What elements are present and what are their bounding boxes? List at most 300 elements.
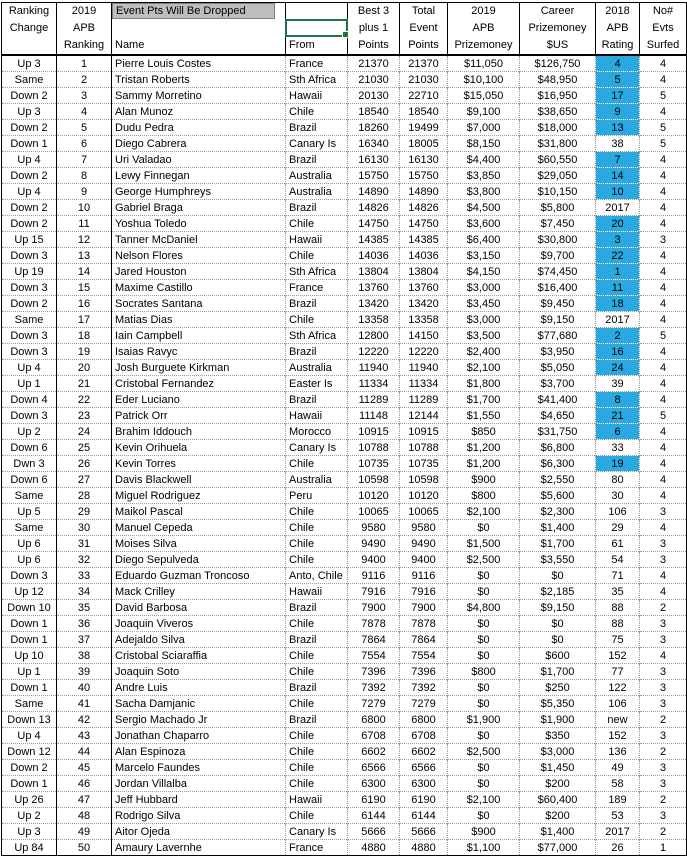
cell-career-prizemoney[interactable]: $9,700	[520, 248, 596, 264]
cell-2018-rating[interactable]: 16	[596, 344, 640, 360]
cell-events-surfed[interactable]: 4	[640, 424, 687, 440]
cell-events-surfed[interactable]: 4	[640, 72, 687, 88]
cell-best3-points[interactable]: 14385	[348, 232, 400, 248]
cell-name[interactable]: Maxime Castillo	[112, 280, 286, 296]
cell-name[interactable]: Isaias Ravyc	[112, 344, 286, 360]
cell-2019-ranking[interactable]: 1	[57, 55, 112, 72]
cell-ranking-change[interactable]: Same	[2, 72, 57, 88]
cell-name[interactable]: Jonathan Chaparro	[112, 728, 286, 744]
col-header-prize2019[interactable]	[448, 3, 520, 56]
cell-name[interactable]: Yoshua Toledo	[112, 216, 286, 232]
cell-ranking-change[interactable]: Down 3	[2, 328, 57, 344]
cell-from[interactable]: France	[286, 840, 348, 856]
cell-best3-points[interactable]: 13804	[348, 264, 400, 280]
cell-name[interactable]: Marcelo Faundes	[112, 760, 286, 776]
fill-handle[interactable]	[342, 31, 349, 38]
cell-ranking-change[interactable]: Down 3	[2, 344, 57, 360]
cell-events-surfed[interactable]: 3	[640, 760, 687, 776]
cell-2019-ranking[interactable]: 49	[57, 824, 112, 840]
cell-2019-prizemoney[interactable]: $1,700	[448, 392, 520, 408]
cell-2019-prizemoney[interactable]: $2,500	[448, 744, 520, 760]
cell-2019-ranking[interactable]: 22	[57, 392, 112, 408]
cell-events-surfed[interactable]: 4	[640, 152, 687, 168]
cell-best3-points[interactable]: 16130	[348, 152, 400, 168]
cell-2019-prizemoney[interactable]: $6,400	[448, 232, 520, 248]
cell-from[interactable]: Chile	[286, 776, 348, 792]
cell-name[interactable]: Manuel Cepeda	[112, 520, 286, 536]
cell-2019-prizemoney[interactable]: $0	[448, 584, 520, 600]
cell-2019-ranking[interactable]: 45	[57, 760, 112, 776]
cell-2019-prizemoney[interactable]: $4,150	[448, 264, 520, 280]
cell-total-points[interactable]: 9116	[400, 568, 448, 584]
cell-name[interactable]: Nelson Flores	[112, 248, 286, 264]
cell-events-surfed[interactable]: 4	[640, 440, 687, 456]
cell-2019-prizemoney[interactable]: $2,100	[448, 504, 520, 520]
col-header-rank[interactable]	[57, 3, 112, 56]
cell-from[interactable]: Brazil	[286, 680, 348, 696]
active-cell-selection[interactable]	[285, 19, 348, 37]
cell-name[interactable]: Tristan Roberts	[112, 72, 286, 88]
cell-name[interactable]: Eder Luciano	[112, 392, 286, 408]
cell-total-points[interactable]: 22710	[400, 88, 448, 104]
cell-2019-ranking[interactable]: 40	[57, 680, 112, 696]
cell-ranking-change[interactable]: Up 2	[2, 424, 57, 440]
cell-best3-points[interactable]: 14890	[348, 184, 400, 200]
cell-career-prizemoney[interactable]: $1,900	[520, 712, 596, 728]
cell-2019-prizemoney[interactable]: $1,500	[448, 536, 520, 552]
cell-from[interactable]: Hawaii	[286, 792, 348, 808]
cell-2019-prizemoney[interactable]: $0	[448, 520, 520, 536]
cell-events-surfed[interactable]: 4	[640, 648, 687, 664]
cell-2019-prizemoney[interactable]: $0	[448, 632, 520, 648]
cell-events-surfed[interactable]: 2	[640, 792, 687, 808]
cell-best3-points[interactable]: 10065	[348, 504, 400, 520]
cell-name[interactable]: Joaquin Soto	[112, 664, 286, 680]
cell-ranking-change[interactable]: Up 3	[2, 824, 57, 840]
cell-name[interactable]: Josh Burguete Kirkman	[112, 360, 286, 376]
cell-2018-rating[interactable]: 106	[596, 504, 640, 520]
cell-2019-prizemoney[interactable]: $3,600	[448, 216, 520, 232]
cell-ranking-change[interactable]: Up 3	[2, 55, 57, 72]
cell-2019-prizemoney[interactable]: $11,050	[448, 55, 520, 72]
cell-career-prizemoney[interactable]: $3,000	[520, 744, 596, 760]
cell-2019-ranking[interactable]: 41	[57, 696, 112, 712]
cell-ranking-change[interactable]: Down 1	[2, 680, 57, 696]
col-header-career[interactable]	[520, 3, 596, 56]
cell-2018-rating[interactable]: 54	[596, 552, 640, 568]
cell-ranking-change[interactable]: Down 3	[2, 248, 57, 264]
cell-ranking-change[interactable]: Up 4	[2, 360, 57, 376]
cell-total-points[interactable]: 6566	[400, 760, 448, 776]
cell-2018-rating[interactable]: 22	[596, 248, 640, 264]
cell-2018-rating[interactable]: 7	[596, 152, 640, 168]
cell-2019-prizemoney[interactable]: $3,450	[448, 296, 520, 312]
cell-events-surfed[interactable]: 3	[640, 632, 687, 648]
cell-2018-rating[interactable]: 20	[596, 216, 640, 232]
cell-events-surfed[interactable]: 2	[640, 600, 687, 616]
cell-best3-points[interactable]: 11148	[348, 408, 400, 424]
cell-2019-prizemoney[interactable]: $3,000	[448, 312, 520, 328]
cell-career-prizemoney[interactable]: $350	[520, 728, 596, 744]
cell-2018-rating[interactable]: 49	[596, 760, 640, 776]
cell-2018-rating[interactable]: 35	[596, 584, 640, 600]
cell-best3-points[interactable]: 10915	[348, 424, 400, 440]
cell-ranking-change[interactable]: Down 1	[2, 616, 57, 632]
cell-2018-rating[interactable]: 33	[596, 440, 640, 456]
cell-events-surfed[interactable]: 4	[640, 280, 687, 296]
cell-from[interactable]: Brazil	[286, 120, 348, 136]
cell-career-prizemoney[interactable]: $0	[520, 616, 596, 632]
cell-best3-points[interactable]: 18260	[348, 120, 400, 136]
cell-2019-ranking[interactable]: 24	[57, 424, 112, 440]
cell-from[interactable]: Peru	[286, 488, 348, 504]
cell-best3-points[interactable]: 7279	[348, 696, 400, 712]
cell-best3-points[interactable]: 4880	[348, 840, 400, 856]
cell-best3-points[interactable]: 10735	[348, 456, 400, 472]
cell-career-prizemoney[interactable]: $1,700	[520, 536, 596, 552]
cell-total-points[interactable]: 12220	[400, 344, 448, 360]
cell-2018-rating[interactable]: 152	[596, 648, 640, 664]
cell-2019-prizemoney[interactable]: $3,000	[448, 280, 520, 296]
cell-total-points[interactable]: 14036	[400, 248, 448, 264]
cell-ranking-change[interactable]: Up 19	[2, 264, 57, 280]
cell-name[interactable]: Jared Houston	[112, 264, 286, 280]
cell-events-surfed[interactable]: 4	[640, 296, 687, 312]
cell-events-surfed[interactable]: 4	[640, 472, 687, 488]
cell-events-surfed[interactable]: 4	[640, 488, 687, 504]
cell-from[interactable]: Brazil	[286, 632, 348, 648]
col-header-from[interactable]	[286, 3, 348, 56]
cell-2018-rating[interactable]: 61	[596, 536, 640, 552]
cell-ranking-change[interactable]: Down 6	[2, 440, 57, 456]
cell-best3-points[interactable]: 7900	[348, 600, 400, 616]
cell-total-points[interactable]: 7900	[400, 600, 448, 616]
cell-from[interactable]: Australia	[286, 472, 348, 488]
cell-2019-ranking[interactable]: 50	[57, 840, 112, 856]
cell-total-points[interactable]: 10788	[400, 440, 448, 456]
cell-2018-rating[interactable]: 30	[596, 488, 640, 504]
cell-career-prizemoney[interactable]: $41,400	[520, 392, 596, 408]
cell-2019-ranking[interactable]: 32	[57, 552, 112, 568]
cell-name[interactable]: Moises Silva	[112, 536, 286, 552]
cell-2018-rating[interactable]: 17	[596, 88, 640, 104]
cell-2019-ranking[interactable]: 12	[57, 232, 112, 248]
col-header-change[interactable]	[2, 3, 57, 56]
cell-from[interactable]: Chile	[286, 808, 348, 824]
cell-best3-points[interactable]: 9400	[348, 552, 400, 568]
cell-events-surfed[interactable]: 3	[640, 664, 687, 680]
cell-name[interactable]: Kevin Orihuela	[112, 440, 286, 456]
cell-career-prizemoney[interactable]: $0	[520, 568, 596, 584]
cell-2018-rating[interactable]: 13	[596, 120, 640, 136]
cell-events-surfed[interactable]: 4	[640, 456, 687, 472]
cell-name[interactable]: Jeff Hubbard	[112, 792, 286, 808]
cell-career-prizemoney[interactable]: $30,800	[520, 232, 596, 248]
col-header-total[interactable]	[400, 3, 448, 56]
cell-best3-points[interactable]: 7396	[348, 664, 400, 680]
cell-2019-prizemoney[interactable]: $1,200	[448, 440, 520, 456]
cell-best3-points[interactable]: 7554	[348, 648, 400, 664]
cell-events-surfed[interactable]: 3	[640, 232, 687, 248]
cell-events-surfed[interactable]: 5	[640, 328, 687, 344]
cell-career-prizemoney[interactable]: $600	[520, 648, 596, 664]
cell-ranking-change[interactable]: Down 1	[2, 776, 57, 792]
cell-from[interactable]: Brazil	[286, 712, 348, 728]
cell-total-points[interactable]: 9490	[400, 536, 448, 552]
cell-ranking-change[interactable]: Up 4	[2, 184, 57, 200]
cell-from[interactable]: Easter Is	[286, 376, 348, 392]
cell-total-points[interactable]: 13760	[400, 280, 448, 296]
cell-2019-prizemoney[interactable]: $0	[448, 760, 520, 776]
cell-events-surfed[interactable]: 4	[640, 312, 687, 328]
cell-2019-ranking[interactable]: 17	[57, 312, 112, 328]
cell-from[interactable]: Hawaii	[286, 232, 348, 248]
cell-total-points[interactable]: 11334	[400, 376, 448, 392]
cell-career-prizemoney[interactable]: $9,450	[520, 296, 596, 312]
cell-ranking-change[interactable]: Same	[2, 696, 57, 712]
cell-career-prizemoney[interactable]: $16,400	[520, 280, 596, 296]
cell-events-surfed[interactable]: 4	[640, 584, 687, 600]
cell-2018-rating[interactable]: 3	[596, 232, 640, 248]
cell-2019-prizemoney[interactable]: $4,800	[448, 600, 520, 616]
cell-events-surfed[interactable]: 5	[640, 408, 687, 424]
cell-career-prizemoney[interactable]: $31,750	[520, 424, 596, 440]
cell-name[interactable]: Pierre Louis Costes	[112, 55, 286, 72]
cell-career-prizemoney[interactable]: $200	[520, 776, 596, 792]
cell-events-surfed[interactable]: 3	[640, 616, 687, 632]
cell-from[interactable]: Chile	[286, 616, 348, 632]
cell-2018-rating[interactable]: 19	[596, 456, 640, 472]
cell-name[interactable]: Dudu Pedra	[112, 120, 286, 136]
cell-best3-points[interactable]: 9580	[348, 520, 400, 536]
cell-best3-points[interactable]: 5666	[348, 824, 400, 840]
cell-career-prizemoney[interactable]: $6,300	[520, 456, 596, 472]
cell-career-prizemoney[interactable]: $5,600	[520, 488, 596, 504]
cell-from[interactable]: Sth Africa	[286, 264, 348, 280]
cell-career-prizemoney[interactable]: $77,680	[520, 328, 596, 344]
cell-from[interactable]: Chile	[286, 696, 348, 712]
cell-2019-ranking[interactable]: 29	[57, 504, 112, 520]
cell-best3-points[interactable]: 6566	[348, 760, 400, 776]
cell-2019-ranking[interactable]: 9	[57, 184, 112, 200]
cell-career-prizemoney[interactable]: $250	[520, 680, 596, 696]
cell-ranking-change[interactable]: Down 4	[2, 392, 57, 408]
cell-2019-prizemoney[interactable]: $3,800	[448, 184, 520, 200]
cell-events-surfed[interactable]: 2	[640, 744, 687, 760]
cell-name[interactable]: Alan Espinoza	[112, 744, 286, 760]
cell-total-points[interactable]: 14150	[400, 328, 448, 344]
cell-total-points[interactable]: 7864	[400, 632, 448, 648]
cell-2019-ranking[interactable]: 43	[57, 728, 112, 744]
cell-best3-points[interactable]: 6190	[348, 792, 400, 808]
cell-name[interactable]: Gabriel Braga	[112, 200, 286, 216]
cell-best3-points[interactable]: 10120	[348, 488, 400, 504]
cell-2018-rating[interactable]: 2017	[596, 824, 640, 840]
cell-name[interactable]: Sacha Damjanic	[112, 696, 286, 712]
cell-from[interactable]: Morocco	[286, 424, 348, 440]
cell-career-prizemoney[interactable]: $48,950	[520, 72, 596, 88]
cell-ranking-change[interactable]: Down 10	[2, 600, 57, 616]
cell-2018-rating[interactable]: 53	[596, 808, 640, 824]
cell-ranking-change[interactable]: Down 2	[2, 200, 57, 216]
cell-total-points[interactable]: 14385	[400, 232, 448, 248]
cell-2019-ranking[interactable]: 16	[57, 296, 112, 312]
cell-events-surfed[interactable]: 3	[640, 552, 687, 568]
cell-career-prizemoney[interactable]: $3,550	[520, 552, 596, 568]
cell-total-points[interactable]: 15750	[400, 168, 448, 184]
cell-events-surfed[interactable]: 3	[640, 728, 687, 744]
cell-2019-prizemoney[interactable]: $4,500	[448, 200, 520, 216]
cell-best3-points[interactable]: 7878	[348, 616, 400, 632]
cell-career-prizemoney[interactable]: $4,650	[520, 408, 596, 424]
cell-events-surfed[interactable]: 5	[640, 120, 687, 136]
cell-from[interactable]: Anto, Chile	[286, 568, 348, 584]
cell-best3-points[interactable]: 20130	[348, 88, 400, 104]
cell-2019-prizemoney[interactable]: $800	[448, 488, 520, 504]
cell-from[interactable]: Chile	[286, 504, 348, 520]
cell-name[interactable]: Diego Cabrera	[112, 136, 286, 152]
cell-best3-points[interactable]: 14750	[348, 216, 400, 232]
cell-2019-prizemoney[interactable]: $0	[448, 776, 520, 792]
cell-total-points[interactable]: 5666	[400, 824, 448, 840]
cell-2018-rating[interactable]: 8	[596, 392, 640, 408]
cell-2019-prizemoney[interactable]: $0	[448, 728, 520, 744]
cell-total-points[interactable]: 21370	[400, 55, 448, 72]
cell-total-points[interactable]: 10065	[400, 504, 448, 520]
cell-best3-points[interactable]: 21030	[348, 72, 400, 88]
cell-2019-ranking[interactable]: 38	[57, 648, 112, 664]
cell-career-prizemoney[interactable]: $3,700	[520, 376, 596, 392]
cell-2019-prizemoney[interactable]: $1,200	[448, 456, 520, 472]
cell-2019-prizemoney[interactable]: $3,150	[448, 248, 520, 264]
cell-ranking-change[interactable]: Down 3	[2, 280, 57, 296]
cell-2019-prizemoney[interactable]: $2,500	[448, 552, 520, 568]
cell-events-surfed[interactable]: 4	[640, 376, 687, 392]
cell-career-prizemoney[interactable]: $16,950	[520, 88, 596, 104]
cell-events-surfed[interactable]: 4	[640, 216, 687, 232]
cell-total-points[interactable]: 13358	[400, 312, 448, 328]
cell-total-points[interactable]: 11289	[400, 392, 448, 408]
cell-from[interactable]: Chile	[286, 744, 348, 760]
cell-career-prizemoney[interactable]: $6,800	[520, 440, 596, 456]
cell-2018-rating[interactable]: 5	[596, 72, 640, 88]
cell-best3-points[interactable]: 6602	[348, 744, 400, 760]
cell-best3-points[interactable]: 9116	[348, 568, 400, 584]
cell-career-prizemoney[interactable]: $2,185	[520, 584, 596, 600]
cell-events-surfed[interactable]: 4	[640, 168, 687, 184]
cell-2019-ranking[interactable]: 5	[57, 120, 112, 136]
cell-total-points[interactable]: 4880	[400, 840, 448, 856]
cell-total-points[interactable]: 14890	[400, 184, 448, 200]
cell-name[interactable]: Kevin Torres	[112, 456, 286, 472]
cell-from[interactable]: Brazil	[286, 200, 348, 216]
cell-2019-prizemoney[interactable]: $1,900	[448, 712, 520, 728]
cell-from[interactable]: Brazil	[286, 392, 348, 408]
cell-events-surfed[interactable]: 3	[640, 536, 687, 552]
cell-name[interactable]: Aitor Ojeda	[112, 824, 286, 840]
cell-events-surfed[interactable]: 5	[640, 88, 687, 104]
cell-name[interactable]: Iain Campbell	[112, 328, 286, 344]
cell-events-surfed[interactable]: 4	[640, 568, 687, 584]
cell-total-points[interactable]: 18005	[400, 136, 448, 152]
cell-events-surfed[interactable]: 2	[640, 824, 687, 840]
cell-total-points[interactable]: 21030	[400, 72, 448, 88]
cell-2018-rating[interactable]: 29	[596, 520, 640, 536]
cell-events-surfed[interactable]: 4	[640, 344, 687, 360]
cell-ranking-change[interactable]: Up 5	[2, 504, 57, 520]
cell-best3-points[interactable]: 10598	[348, 472, 400, 488]
cell-name[interactable]: Jordan Villalba	[112, 776, 286, 792]
cell-events-surfed[interactable]: 4	[640, 200, 687, 216]
cell-name[interactable]: Patrick Orr	[112, 408, 286, 424]
cell-2018-rating[interactable]: 106	[596, 696, 640, 712]
cell-best3-points[interactable]: 18540	[348, 104, 400, 120]
cell-name[interactable]: Davis Blackwell	[112, 472, 286, 488]
cell-2019-prizemoney[interactable]: $1,550	[448, 408, 520, 424]
cell-2019-ranking[interactable]: 4	[57, 104, 112, 120]
cell-from[interactable]: Brazil	[286, 296, 348, 312]
cell-2019-ranking[interactable]: 46	[57, 776, 112, 792]
cell-total-points[interactable]: 6602	[400, 744, 448, 760]
cell-2018-rating[interactable]: 2	[596, 328, 640, 344]
cell-2018-rating[interactable]: 1	[596, 264, 640, 280]
cell-best3-points[interactable]: 6300	[348, 776, 400, 792]
cell-ranking-change[interactable]: Down 2	[2, 760, 57, 776]
cell-events-surfed[interactable]: 3	[640, 680, 687, 696]
cell-events-surfed[interactable]: 4	[640, 55, 687, 72]
cell-2019-ranking[interactable]: 30	[57, 520, 112, 536]
cell-2018-rating[interactable]: 4	[596, 55, 640, 72]
cell-events-surfed[interactable]: 1	[640, 840, 687, 856]
cell-2019-ranking[interactable]: 23	[57, 408, 112, 424]
cell-events-surfed[interactable]: 4	[640, 264, 687, 280]
cell-best3-points[interactable]: 6708	[348, 728, 400, 744]
cell-total-points[interactable]: 6190	[400, 792, 448, 808]
cell-2019-prizemoney[interactable]: $900	[448, 472, 520, 488]
cell-total-points[interactable]: 10120	[400, 488, 448, 504]
cell-ranking-change[interactable]: Down 3	[2, 408, 57, 424]
cell-2018-rating[interactable]: 75	[596, 632, 640, 648]
cell-career-prizemoney[interactable]: $2,300	[520, 504, 596, 520]
cell-events-surfed[interactable]: 2	[640, 712, 687, 728]
cell-name[interactable]: Matias Dias	[112, 312, 286, 328]
cell-total-points[interactable]: 9580	[400, 520, 448, 536]
cell-total-points[interactable]: 19499	[400, 120, 448, 136]
cell-from[interactable]: Chile	[286, 648, 348, 664]
cell-2019-prizemoney[interactable]: $0	[448, 616, 520, 632]
cell-career-prizemoney[interactable]: $2,550	[520, 472, 596, 488]
cell-career-prizemoney[interactable]: $1,700	[520, 664, 596, 680]
cell-2018-rating[interactable]: 88	[596, 600, 640, 616]
cell-2018-rating[interactable]: 122	[596, 680, 640, 696]
cell-2019-ranking[interactable]: 37	[57, 632, 112, 648]
cell-ranking-change[interactable]: Down 2	[2, 216, 57, 232]
cell-2018-rating[interactable]: 58	[596, 776, 640, 792]
cell-2019-ranking[interactable]: 42	[57, 712, 112, 728]
cell-from[interactable]: Hawaii	[286, 408, 348, 424]
cell-ranking-change[interactable]: Down 1	[2, 632, 57, 648]
cell-career-prizemoney[interactable]: $10,150	[520, 184, 596, 200]
cell-from[interactable]: Chile	[286, 216, 348, 232]
cell-from[interactable]: Chile	[286, 728, 348, 744]
cell-2018-rating[interactable]: 77	[596, 664, 640, 680]
cell-2019-prizemoney[interactable]: $10,100	[448, 72, 520, 88]
cell-total-points[interactable]: 10735	[400, 456, 448, 472]
cell-ranking-change[interactable]: Up 3	[2, 104, 57, 120]
cell-name[interactable]: Cristobal Sciaraffia	[112, 648, 286, 664]
cell-total-points[interactable]: 6144	[400, 808, 448, 824]
cell-2019-ranking[interactable]: 19	[57, 344, 112, 360]
